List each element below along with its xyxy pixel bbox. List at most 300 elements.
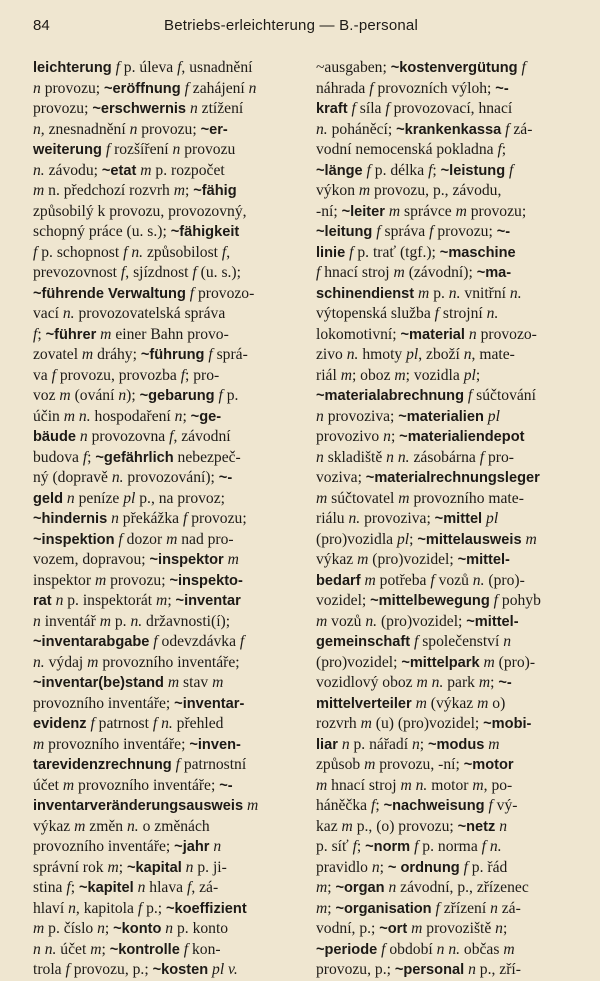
entry-text: (u. s.); [196, 264, 241, 281]
grammar-tag: f [385, 100, 390, 117]
entry-text: hospodaření [90, 407, 175, 425]
grammar-tag: f [192, 264, 197, 281]
entry-text: voz [33, 387, 60, 404]
entry-text: provozu, p.; [316, 961, 395, 978]
grammar-tag: n [172, 141, 181, 158]
grammar-tag: f [189, 284, 195, 302]
grammar-tag: n. [316, 120, 328, 138]
entry-text: inspektor [33, 571, 95, 589]
grammar-tag: m [400, 776, 412, 794]
dictionary-line [316, 817, 581, 838]
entry-text: provozivo [316, 428, 384, 445]
grammar-tag: f [182, 510, 188, 527]
grammar-tag: n [436, 940, 445, 958]
grammar-tag: m [316, 612, 328, 630]
grammar-tag: n [97, 920, 105, 937]
entry-text: závodu; [44, 161, 102, 179]
entry-text: účin [33, 407, 64, 425]
headword: ~führung [140, 347, 205, 363]
entry-text: dráhy; [93, 346, 141, 363]
dictionary-line [33, 694, 298, 715]
grammar-tag: n [499, 817, 508, 835]
entry-text: lokomotivní; [316, 325, 401, 343]
dictionary-line [33, 899, 298, 920]
grammar-tag: m [364, 756, 376, 773]
grammar-tag: m [316, 899, 328, 917]
headword: ~materialiendepot [399, 429, 525, 445]
headword: ~- [496, 224, 511, 240]
grammar-tag: n [503, 633, 512, 650]
entry-text: p., zří- [475, 961, 521, 978]
entry-text: kaz [316, 817, 342, 835]
dictionary-line [316, 509, 581, 530]
entry-text: o) [488, 694, 506, 712]
entry-text: p. číslo [44, 920, 98, 937]
grammar-tag: pl [463, 366, 476, 384]
grammar-tag: n [388, 879, 397, 896]
dictionary-line [33, 796, 298, 817]
dictionary-line [33, 181, 298, 202]
headword: ~ma- [476, 265, 512, 281]
headword: ~kosten [152, 962, 209, 978]
entry-text: ; [185, 182, 194, 199]
entry-text: účet [33, 776, 63, 794]
entry-text: p. délka [370, 161, 429, 179]
grammar-tag: n [33, 120, 41, 138]
dictionary-line [33, 837, 298, 858]
grammar-tag: n. [131, 243, 144, 261]
headword: ~ ordnung [387, 859, 460, 876]
headword: ~- [218, 470, 233, 486]
dictionary-line [33, 386, 298, 407]
entry-text: n. předchozí rozvrh [44, 182, 174, 199]
dictionary-line [33, 776, 298, 797]
dictionary-line [316, 612, 581, 633]
headword: ~kapital [127, 859, 182, 876]
entry-text: hlava [145, 879, 187, 896]
dictionary-line [33, 673, 298, 694]
entry-text: , zboží [418, 346, 464, 363]
entry-text: překážka [118, 510, 183, 527]
dictionary-line [33, 202, 298, 223]
entry-text: účet [56, 940, 91, 958]
entry-text: háněčka [316, 797, 371, 814]
headword: bäude [33, 429, 76, 445]
headword: ~mittel [434, 511, 483, 527]
headword: gemeinschaft [316, 634, 411, 650]
grammar-tag: n [383, 428, 391, 445]
grammar-tag: n. [489, 838, 502, 855]
entry-text: ~ausgaben; [316, 59, 391, 76]
entry-text: provozního inventáře; [98, 653, 240, 671]
dictionary-line [316, 448, 581, 469]
entry-text: provozu; [33, 100, 93, 117]
headword: ~motor [463, 757, 514, 773]
dictionary-line [33, 243, 298, 264]
dictionary-line [316, 58, 581, 79]
entry-text: ; [502, 920, 508, 937]
headword: ~fähigkeit [170, 224, 240, 240]
headword: ~mittelpark [401, 654, 480, 671]
grammar-tag: f [413, 633, 419, 650]
grammar-tag: m [388, 202, 401, 220]
entry-text: vozů [434, 571, 473, 589]
grammar-tag: n [341, 735, 350, 753]
entry-text: inventář [40, 612, 100, 630]
grammar-tag: n [468, 325, 477, 343]
headword: ~inventar [175, 593, 241, 609]
headword: ~leiter [341, 203, 385, 220]
headword: ~inspektion [33, 531, 115, 548]
grammar-tag: f [115, 59, 120, 76]
entry-text: vodní, p.; [316, 920, 380, 937]
entry-text: náhrada [316, 79, 370, 97]
entry-text: dozor [122, 530, 167, 548]
entry-text: ; oboz [351, 366, 395, 384]
headword: ~inspekto- [169, 572, 243, 589]
dictionary-line [33, 550, 298, 571]
grammar-tag: m [33, 182, 45, 199]
entry-text: zahájení [188, 79, 249, 97]
entry-text: zivo [316, 346, 347, 363]
dictionary-line [33, 591, 298, 612]
headword: ~führer [45, 326, 97, 343]
headword: ~krankenkassa [396, 121, 502, 138]
headword: tarevidenzrechnung [33, 757, 172, 773]
grammar-tag: n [386, 448, 394, 466]
grammar-tag: n [33, 79, 41, 97]
grammar-tag: m [166, 530, 178, 548]
entry-text: změn [85, 817, 127, 835]
grammar-tag: n [248, 79, 257, 97]
entry-text: provozu; [106, 571, 170, 589]
entry-text: výkon [316, 182, 359, 199]
headword: ~inven- [189, 736, 241, 753]
entry-text: súčtovatel [327, 489, 399, 507]
grammar-tag: m [394, 366, 406, 384]
entry-text: ; [409, 530, 418, 548]
entry-text: ; vozidla [405, 366, 464, 384]
grammar-tag: n. [509, 284, 522, 302]
entry-text: , závodní [173, 428, 231, 445]
entry-text: výtopenská služba [316, 305, 435, 322]
headword: ~fähig [193, 183, 237, 199]
headword: weiterung [33, 142, 102, 158]
grammar-tag: m [316, 776, 328, 794]
grammar-tag: f [349, 243, 354, 261]
grammar-tag: f [177, 59, 182, 76]
entry-text: p.; [142, 899, 166, 917]
entry-text: einer Bahn provo- [111, 325, 229, 343]
grammar-tag: m [360, 715, 372, 732]
grammar-tag: n [165, 920, 174, 937]
dictionary-line [33, 325, 298, 346]
headword: ~modus [428, 736, 485, 753]
entry-text: p. rozpočet [151, 161, 225, 179]
grammar-tag: f [65, 961, 70, 978]
headword: leichterung [33, 60, 112, 76]
dictionary-line [316, 960, 581, 981]
grammar-tag: n [55, 592, 64, 609]
headword: inventarveränderungsausweis [33, 798, 244, 814]
grammar-tag: m [81, 346, 94, 363]
dictionary-line [33, 263, 298, 284]
grammar-tag: n. [130, 612, 143, 630]
grammar-tag: f [430, 571, 435, 589]
grammar-tag: m [455, 202, 467, 220]
entry-text: sprá- [212, 346, 248, 363]
dictionary-line [316, 940, 581, 961]
headword: ~leitung [316, 224, 373, 240]
grammar-tag: m [62, 776, 75, 794]
dictionary-line [316, 161, 581, 182]
entry-text: p. nářadí [349, 735, 412, 753]
grammar-tag: m [357, 551, 369, 568]
headword: ~hindernis [33, 511, 108, 527]
entry-text: zá- [497, 899, 521, 917]
grammar-tag: f [428, 161, 433, 179]
entry-text: , usnadnění [181, 59, 253, 76]
dictionary-line [33, 140, 298, 161]
grammar-tag: n. [472, 571, 485, 589]
entry-text: provozního inventáře; [74, 776, 220, 794]
grammar-tag: n. [33, 653, 45, 671]
headword: ~material [400, 326, 465, 343]
entry-text: provozu; [466, 202, 527, 220]
entry-text: ; [379, 858, 388, 876]
dictionary-line [316, 263, 581, 284]
headword: linie [316, 244, 346, 261]
dictionary-line [33, 468, 298, 489]
grammar-tag: pl [396, 530, 410, 548]
entry-text: p. síť [316, 838, 353, 855]
headword: ~koeffizient [166, 900, 247, 917]
grammar-tag: n [33, 612, 41, 630]
entry-text: ; [327, 899, 336, 917]
entry-text: způsobilý k provozu, provozovný, [33, 202, 247, 220]
dictionary-line [33, 612, 298, 633]
grammar-tag: f [82, 448, 88, 466]
headword: ~inventarabgabe [33, 634, 150, 650]
entry-text: (pro)vozidel; [377, 612, 467, 630]
dictionary-line [316, 735, 581, 756]
entry-text: provozovací, hnací [389, 100, 513, 117]
entry-text: správce [400, 202, 456, 220]
dictionary-line [316, 632, 581, 653]
grammar-tag: n. [346, 346, 359, 363]
grammar-tag: n [411, 735, 420, 753]
grammar-tag: n. [33, 161, 45, 179]
entry-text: ; [490, 674, 499, 691]
grammar-tag: n. [397, 448, 410, 466]
entry-text: provozního inventáře; [33, 694, 175, 712]
entry-text: provozu, p., závodu, [370, 182, 502, 199]
entry-text: vozidlový oboz [316, 674, 417, 691]
dictionary-line [33, 653, 298, 674]
grammar-tag: n. [448, 284, 461, 302]
headword: ~mittel- [466, 613, 519, 630]
dictionary-line [316, 530, 581, 551]
grammar-tag: f [66, 879, 71, 896]
entry-text: p. úleva [119, 59, 178, 76]
grammar-tag: f [123, 243, 128, 261]
entry-text: poháněcí; [327, 120, 397, 138]
dictionary-line [33, 304, 298, 325]
entry-text: provozu; [187, 510, 247, 527]
headword: ~erschwernis [92, 101, 187, 117]
running-header [0, 13, 600, 39]
headword: ~materialrechnungsleger [365, 470, 540, 486]
dictionary-line [316, 489, 581, 510]
entry-text: ; [70, 879, 79, 896]
grammar-tag: f [481, 838, 486, 855]
entry-text: p. trať (tgf.); [353, 243, 440, 261]
grammar-tag: m [140, 161, 152, 179]
grammar-tag: m [87, 653, 99, 671]
entry-text: schopný práce (u. s.); [33, 223, 171, 240]
entry-text: ; [356, 838, 366, 855]
dictionary-line [316, 79, 581, 100]
entry-text: provozu, p.; [69, 961, 153, 978]
grammar-tag: m [525, 530, 537, 548]
grammar-tag: m [341, 817, 353, 835]
entry-text: kon- [188, 940, 221, 958]
grammar-tag: m [100, 325, 112, 343]
entry-text: provozo- [194, 284, 255, 302]
dictionary-line [316, 407, 581, 428]
grammar-tag: n [495, 920, 503, 937]
grammar-tag: f [493, 592, 498, 609]
grammar-tag: f [175, 756, 180, 773]
headword: ~kontrolle [109, 941, 180, 958]
entry-text: síla [355, 100, 386, 117]
entry-text: va [33, 366, 52, 384]
entry-text: riál [316, 366, 341, 384]
dictionary-line [33, 530, 298, 551]
entry-text: provozního inventáře; [44, 735, 190, 753]
entry-text: vozů [327, 612, 366, 630]
entry-text: riálu [316, 510, 349, 527]
grammar-tag: f [118, 530, 123, 548]
entry-text: p. schopnost [37, 243, 124, 261]
left-column [33, 58, 298, 978]
grammar-tag: m [393, 264, 405, 281]
dictionary-line [33, 427, 298, 448]
headword: ~norm [365, 839, 411, 855]
grammar-tag: n [463, 346, 472, 363]
grammar-tag: n [468, 961, 476, 978]
entry-text: rozvrh [316, 715, 361, 732]
dictionary-line [316, 345, 581, 366]
grammar-tag: m [33, 920, 45, 937]
entry-text: provozu; [137, 120, 201, 138]
entry-text: trola [33, 961, 66, 978]
grammar-tag: n [189, 100, 198, 117]
headword: ~leistung [440, 162, 506, 179]
grammar-tag: n [316, 407, 324, 425]
headword: ~eröffnung [104, 80, 181, 97]
headword: ~konto [113, 921, 162, 937]
dictionary-line [33, 632, 298, 653]
dictionary-line [33, 509, 298, 530]
dictionary-line [316, 140, 581, 161]
entry-text: provozu, -ní; [375, 756, 464, 773]
grammar-tag: m [227, 551, 239, 568]
grammar-tag: f [120, 264, 126, 281]
grammar-tag: n. [44, 940, 57, 958]
entry-text: ; [101, 940, 110, 958]
entry-text: provozu [180, 141, 236, 158]
grammar-tag: f [184, 79, 189, 97]
dictionary-line [316, 325, 581, 346]
grammar-tag: m [415, 694, 427, 712]
entry-text: občas [460, 940, 504, 958]
dictionary-line [316, 202, 581, 223]
entry-text: p. inspektorát [63, 592, 157, 609]
grammar-tag: f [497, 141, 502, 158]
dictionary-line [33, 79, 298, 100]
grammar-tag: f [376, 223, 381, 240]
grammar-tag: m [488, 735, 500, 753]
grammar-tag: pl [487, 407, 500, 425]
grammar-tag: m [358, 182, 371, 199]
dictionary-line [316, 796, 581, 817]
headword: schinendienst [316, 285, 415, 302]
grammar-tag: m [63, 407, 76, 425]
headword: ~mittel- [457, 552, 510, 568]
grammar-tag: f [169, 428, 174, 445]
grammar-tag: m [472, 776, 484, 794]
grammar-tag: m [340, 366, 352, 384]
entry-text: rozšíření [110, 141, 173, 158]
dictionary-line [316, 714, 581, 735]
grammar-tag: f [351, 100, 356, 117]
grammar-tag: f [488, 797, 493, 814]
grammar-tag: pl [123, 489, 136, 507]
dictionary-line [33, 366, 298, 387]
entry-text: ný (dopravě [33, 469, 112, 486]
entry-text: (pro)vozidla [316, 530, 397, 548]
grammar-tag: pl v. [212, 961, 238, 978]
grammar-tag: f [239, 633, 245, 650]
entry-text: ; [167, 592, 176, 609]
dictionary-line [316, 878, 581, 899]
dictionary-line [316, 243, 581, 264]
entry-text: p. řád [467, 858, 508, 876]
dictionary-line [316, 694, 581, 715]
grammar-tag: m [316, 489, 328, 507]
entry-text: ; [375, 797, 384, 814]
grammar-tag: m [107, 858, 119, 876]
grammar-tag: f [370, 797, 376, 814]
entry-text: přehled [172, 715, 224, 732]
entry-text: stav [179, 674, 213, 691]
grammar-tag: n. [78, 407, 91, 425]
grammar-tag: m [483, 653, 495, 671]
entry-text: ; [327, 879, 336, 896]
entry-text: (pro)- [494, 653, 536, 671]
headword: ~nachweisung [383, 798, 485, 814]
entry-text: způsob [316, 756, 365, 773]
dictionary-line [316, 571, 581, 592]
grammar-tag: f [352, 838, 357, 855]
grammar-tag: pl [406, 346, 419, 363]
headword: ~inventar- [174, 695, 245, 712]
entry-text: ; [37, 325, 46, 343]
dictionary-line [33, 161, 298, 182]
entry-text: voziva; [316, 469, 366, 486]
entry-text: ; pro- [185, 366, 220, 384]
